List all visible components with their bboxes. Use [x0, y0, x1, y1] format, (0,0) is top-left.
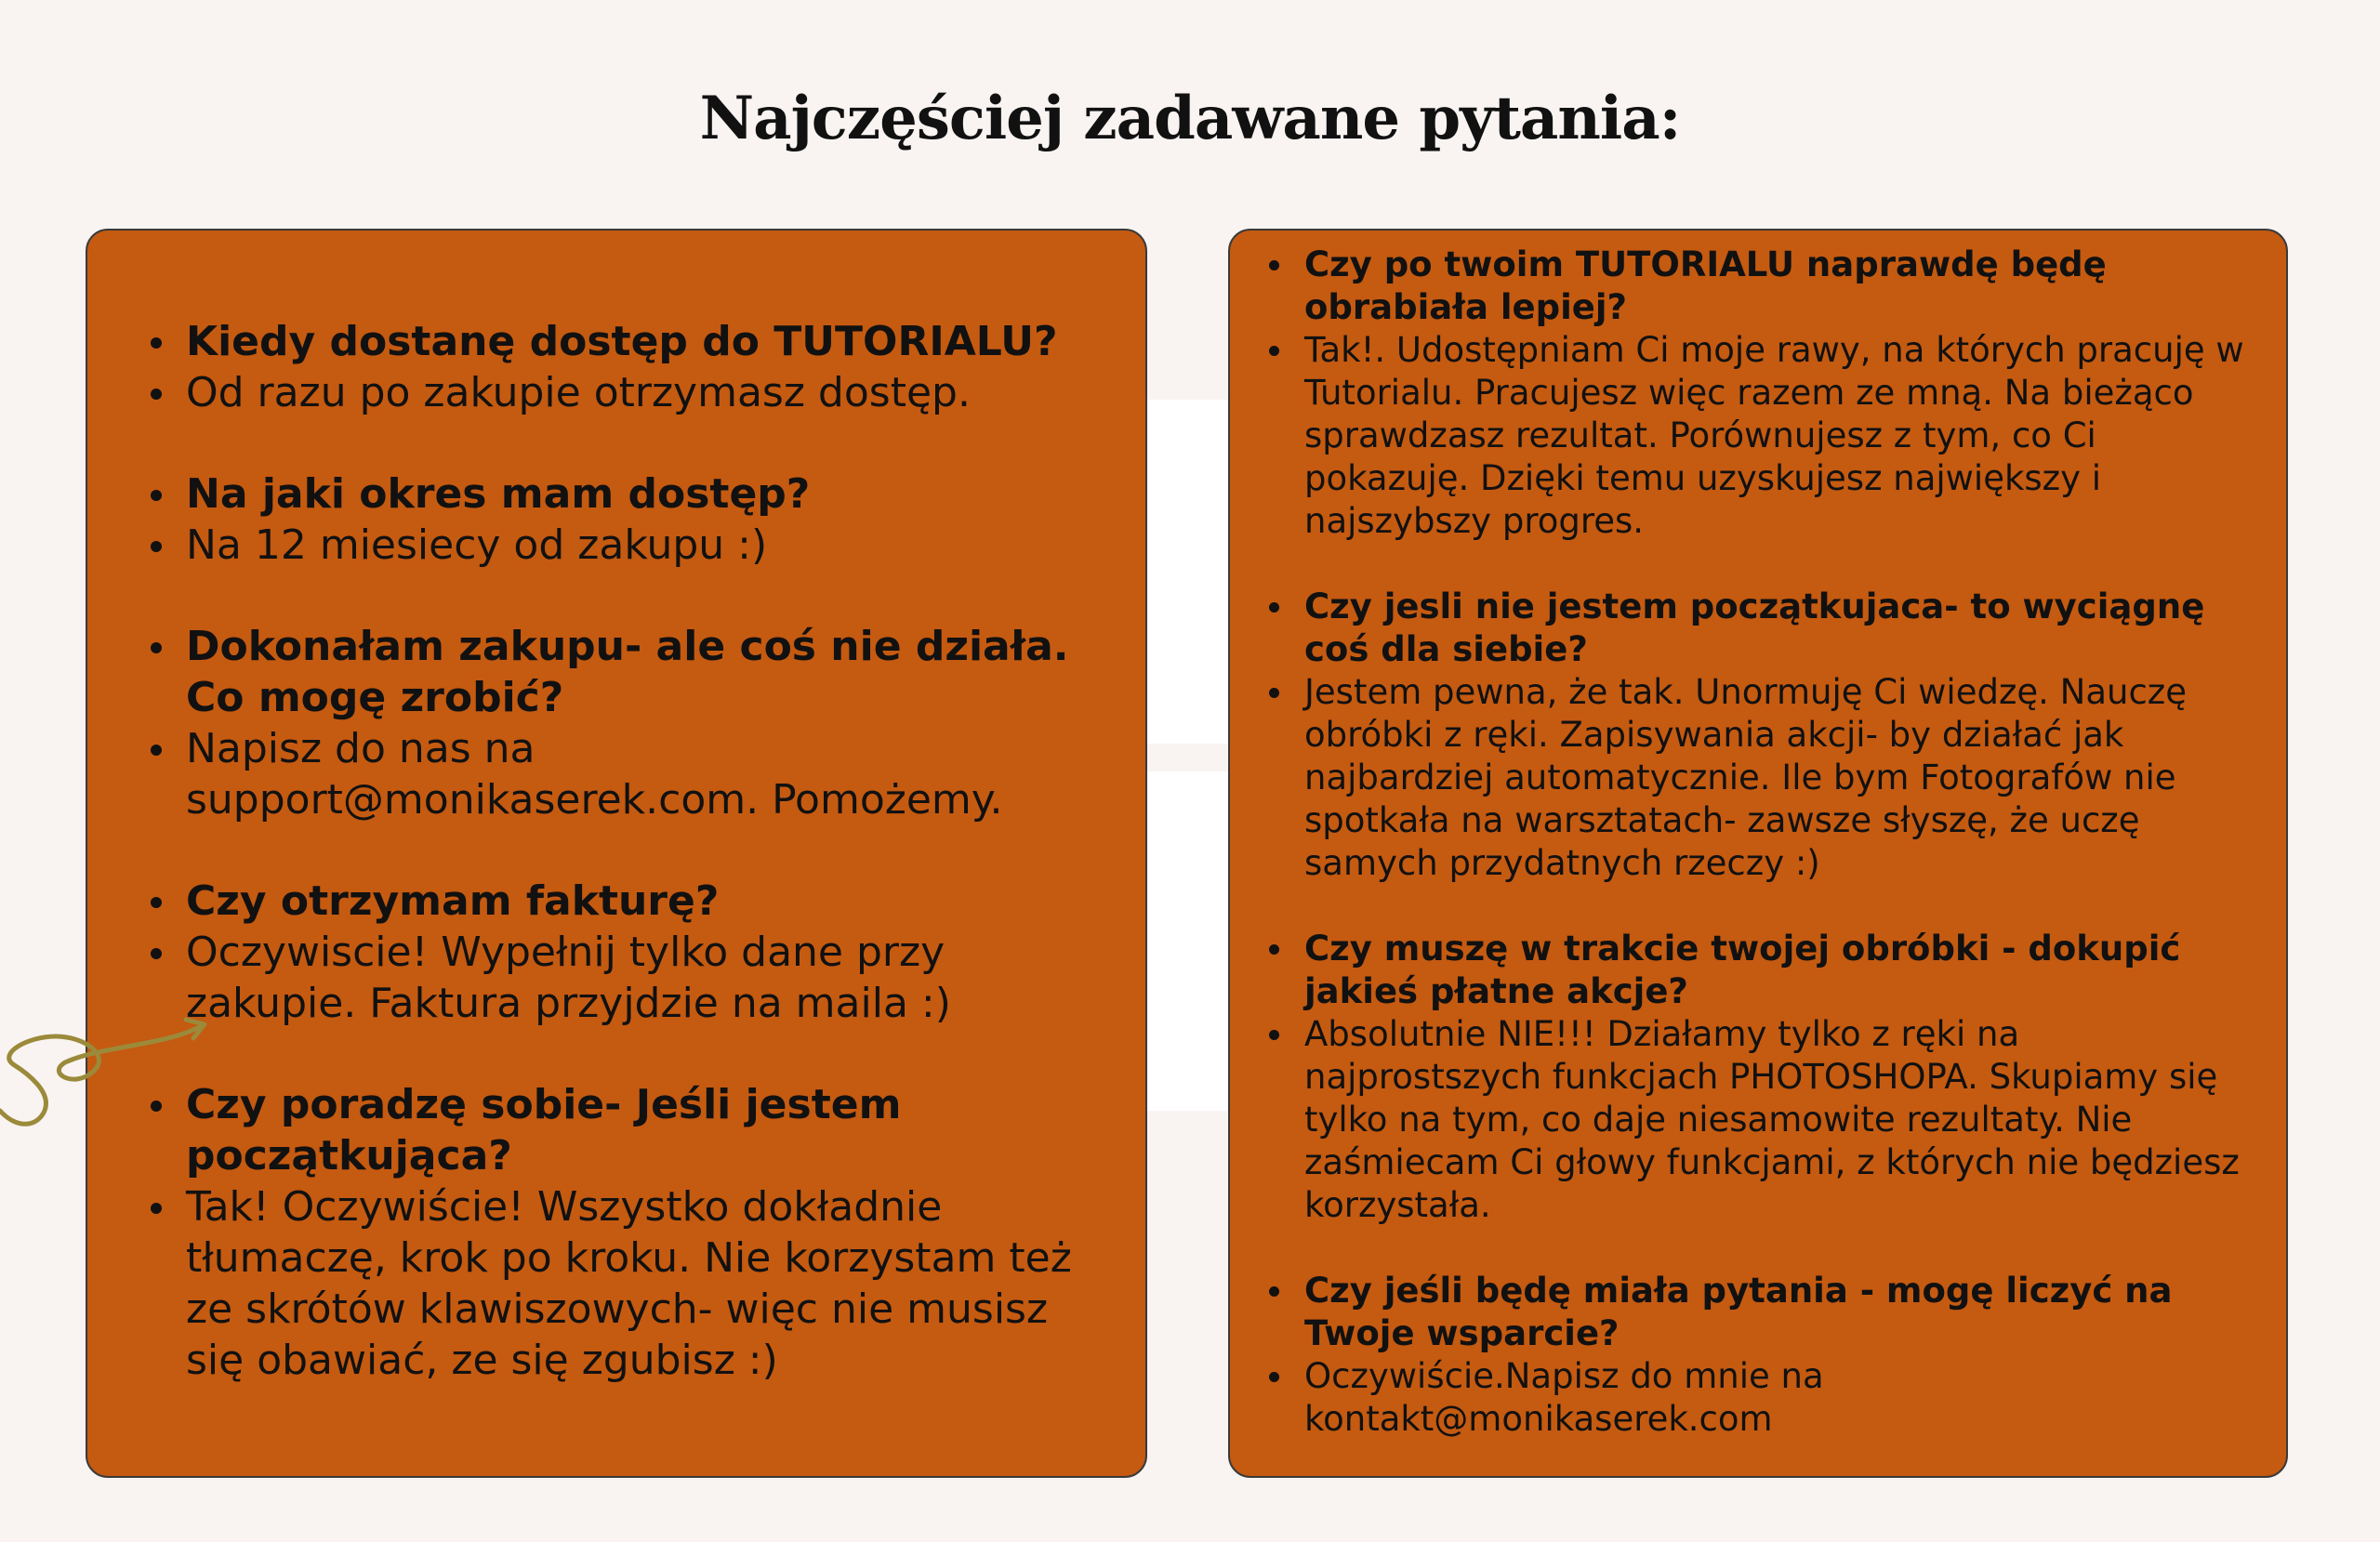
- background-strip-top: [1145, 400, 1229, 744]
- page-title: Najczęściej zadawane pytania:: [699, 84, 1681, 153]
- faq-answer: Od razu po zakupie otrzymasz dostęp.: [143, 367, 1090, 418]
- faq-answer: Na 12 miesiecy od zakupu :): [143, 520, 1090, 571]
- faq-answer: Oczywiscie! Wypełnij tylko dane przy zakupie. Faktura przyjdzie na maila :): [143, 927, 1090, 1029]
- faq-question: Czy poradzę sobie- Jeśli jestem początkująca?: [143, 1079, 1090, 1181]
- faq-item: [143, 468, 1090, 571]
- faq-question: Czy jesli nie jestem początkujaca- to wyciągnę coś dla siebie?: [1262, 586, 2258, 671]
- faq-question: Czy jeśli będę miała pytania - mogę liczyć na Twoje wsparcie?: [1262, 1270, 2258, 1355]
- faq-question: Dokonałam zakupu- ale coś nie działa. Co mogę zrobić?: [143, 621, 1090, 723]
- faq-item: [1262, 244, 2258, 543]
- faq-panel-left: [86, 229, 1147, 1478]
- faq-item: [1262, 586, 2258, 885]
- faq-question: Na jaki okres mam dostęp?: [143, 468, 1090, 520]
- faq-item: [1262, 928, 2258, 1227]
- faq-question: Kiedy dostanę dostęp do TUTORIALU?: [143, 316, 1090, 367]
- faq-answer: Napisz do nas na support@monikaserek.com. Pomożemy.: [143, 723, 1090, 825]
- faq-question: Czy po twoim TUTORIALU naprawdę będę obrabiała lepiej?: [1262, 244, 2258, 329]
- faq-question: Czy otrzymam fakturę?: [143, 876, 1090, 927]
- faq-item: [143, 1079, 1090, 1386]
- background-strip-bottom: [1145, 771, 1229, 1111]
- faq-answer: Absolutnie NIE!!! Działamy tylko z ręki na najprostszych funkcjach PHOTOSHOPA. Skupiamy się tylko na tym, co daje niesamowite rezultaty. Nie zaśmiecam Ci głowy funkcjami, z których nie będziesz korzystała.: [1262, 1013, 2258, 1227]
- faq-item: [143, 621, 1090, 825]
- squiggle-decoration: [0, 1008, 223, 1148]
- squiggle-line: [0, 1025, 203, 1124]
- faq-answer: Tak!. Udostępniam Ci moje rawy, na których pracuję w Tutorialu. Pracujesz więc razem ze mną. Na bieżąco sprawdzasz rezultat. Porównujesz z tym, co Ci pokazuję. Dzięki temu uzyskujesz największy i najszybszy progres.: [1262, 329, 2258, 543]
- faq-item: [1262, 1270, 2258, 1441]
- faq-item: [143, 316, 1090, 418]
- faq-answer: Jestem pewna, że tak. Unormuję Ci wiedzę. Nauczę obróbki z ręki. Zapisywania akcji- by działać jak najbardziej automatycznie. Ile bym Fotografów nie spotkała na warsztatach- zawsze słyszę, że uczę samych przydatnych rzeczy :): [1262, 671, 2258, 885]
- faq-panel-right: [1228, 229, 2288, 1478]
- faq-answer: Tak! Oczywiście! Wszystko dokładnie tłumaczę, krok po kroku. Nie korzystam też ze skrótów klawiszowych- więc nie musisz się obawiać, ze się zgubisz :): [143, 1181, 1090, 1386]
- faq-item: [143, 876, 1090, 1029]
- faq-question: Czy muszę w trakcie twojej obróbki - dokupić jakieś płatne akcje?: [1262, 928, 2258, 1013]
- faq-answer: Oczywiście.Napisz do mnie na kontakt@monikaserek.com: [1262, 1355, 2258, 1441]
